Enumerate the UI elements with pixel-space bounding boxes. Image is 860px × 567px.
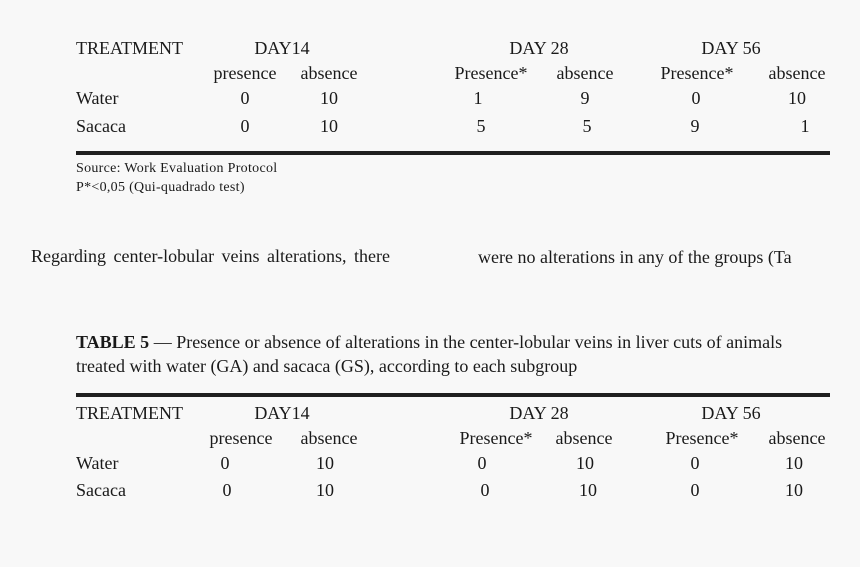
cell: 0 bbox=[240, 116, 250, 136]
significance-note: P*<0,05 (Qui-quadrado test) bbox=[76, 180, 245, 195]
cell: 9 bbox=[690, 116, 700, 136]
subheader-presence: presence bbox=[209, 428, 273, 448]
subheader-absence: absence bbox=[300, 63, 358, 83]
cell: 9 bbox=[580, 88, 590, 108]
cell: 1 bbox=[800, 116, 810, 136]
paragraph-text-left: Regarding center-lobular veins alterations, there bbox=[31, 246, 391, 266]
subheader-presence: Presence* bbox=[665, 428, 739, 448]
table-caption bbox=[76, 330, 816, 378]
cell: 10 bbox=[576, 453, 594, 473]
subheader-absence: absence bbox=[555, 428, 613, 448]
cell: 0 bbox=[690, 480, 700, 500]
paragraph-text-right: were no alterations in any of the groups (Ta bbox=[478, 247, 792, 267]
cell: 0 bbox=[240, 88, 250, 108]
header-treatment: TREATMENT bbox=[76, 403, 183, 423]
subheader-absence: absence bbox=[300, 428, 358, 448]
cell: 10 bbox=[316, 480, 334, 500]
table-caption-text: — Presence or absence of alterations in the center-lobular veins in liver cuts of animals treated with water (GA) and sacaca (GS), according to each subgroup bbox=[76, 332, 783, 376]
header-day56: DAY 56 bbox=[701, 38, 761, 58]
header-day28: DAY 28 bbox=[509, 403, 569, 423]
cell: 10 bbox=[316, 453, 334, 473]
cell: 5 bbox=[582, 116, 592, 136]
subheader-absence: absence bbox=[768, 63, 826, 83]
table-rule bbox=[76, 393, 830, 397]
table-rule bbox=[76, 151, 830, 155]
header-day56: DAY 56 bbox=[701, 403, 761, 423]
cell: 10 bbox=[579, 480, 597, 500]
row-label: Sacaca bbox=[76, 480, 126, 500]
cell: 10 bbox=[320, 116, 338, 136]
source-note: Source: Work Evaluation Protocol bbox=[76, 161, 278, 176]
cell: 0 bbox=[690, 453, 700, 473]
row-label: Water bbox=[76, 88, 119, 108]
header-day14: DAY14 bbox=[254, 38, 310, 58]
cell: 10 bbox=[785, 480, 803, 500]
subheader-absence: absence bbox=[768, 428, 826, 448]
row-label: Sacaca bbox=[76, 116, 126, 136]
header-day28: DAY 28 bbox=[509, 38, 569, 58]
subheader-presence: Presence* bbox=[454, 63, 528, 83]
cell: 0 bbox=[480, 480, 490, 500]
row-label: Water bbox=[76, 453, 119, 473]
subheader-presence: Presence* bbox=[459, 428, 533, 448]
cell: 0 bbox=[477, 453, 487, 473]
cell: 5 bbox=[476, 116, 486, 136]
subheader-absence: absence bbox=[556, 63, 614, 83]
cell: 0 bbox=[222, 480, 232, 500]
subheader-presence: presence bbox=[213, 63, 277, 83]
header-treatment: TREATMENT bbox=[76, 38, 183, 58]
cell: 1 bbox=[473, 88, 483, 108]
cell: 0 bbox=[220, 453, 230, 473]
cell: 0 bbox=[691, 88, 701, 108]
cell: 10 bbox=[785, 453, 803, 473]
cell: 10 bbox=[788, 88, 806, 108]
header-day14: DAY14 bbox=[254, 403, 310, 423]
subheader-presence: Presence* bbox=[660, 63, 734, 83]
cell: 10 bbox=[320, 88, 338, 108]
table-caption-label: TABLE 5 bbox=[76, 332, 150, 352]
